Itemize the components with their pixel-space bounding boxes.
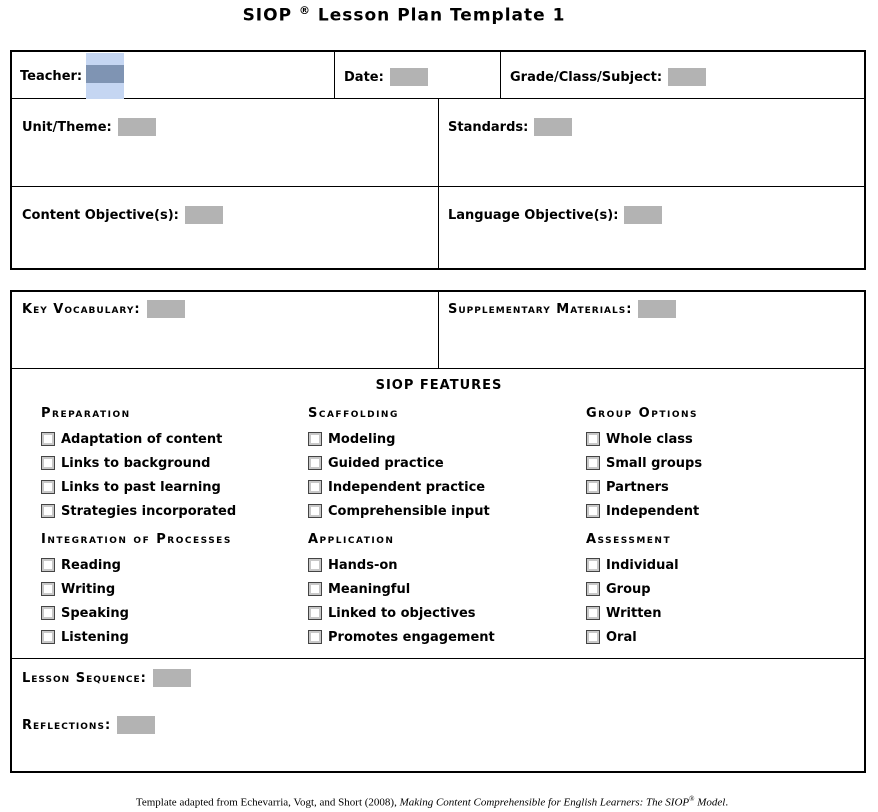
checkbox-label: Group xyxy=(606,581,651,597)
checkbox-item[interactable] xyxy=(308,427,490,451)
checkbox-label: Written xyxy=(606,605,662,621)
checkbox-icon[interactable] xyxy=(308,630,322,644)
supplementary-label: Supplementary Materials: xyxy=(448,301,633,317)
standards-field[interactable] xyxy=(534,118,572,136)
integration-group xyxy=(41,531,232,649)
group-options-heading: Group Options xyxy=(586,406,698,421)
checkbox-label: Writing xyxy=(61,581,116,597)
checkbox-item[interactable] xyxy=(308,553,495,577)
teacher-field-highlight xyxy=(86,53,124,99)
checkbox-item[interactable] xyxy=(308,475,490,499)
content-objective-label: Content Objective(s): xyxy=(22,207,179,223)
checkbox-label: Independent xyxy=(606,503,700,519)
teacher-field[interactable] xyxy=(86,65,124,83)
checkbox-icon[interactable] xyxy=(586,582,600,596)
checkbox-icon[interactable] xyxy=(41,630,55,644)
checkbox-item[interactable] xyxy=(308,577,495,601)
checkbox-icon[interactable] xyxy=(586,504,600,518)
checkbox-item[interactable] xyxy=(586,499,702,523)
checkbox-icon[interactable] xyxy=(586,432,600,446)
date-row xyxy=(344,67,428,87)
checkbox-label: Promotes engagement xyxy=(328,629,495,645)
checkbox-icon[interactable] xyxy=(308,558,322,572)
checkbox-label: Listening xyxy=(61,629,129,645)
checkbox-item[interactable] xyxy=(586,553,679,577)
title-registered-mark: ® xyxy=(298,4,311,17)
assessment-group xyxy=(586,531,679,649)
checkbox-icon[interactable] xyxy=(41,606,55,620)
footer-model: Model xyxy=(694,796,726,809)
checkbox-item[interactable] xyxy=(41,601,232,625)
checkbox-item[interactable] xyxy=(586,625,679,649)
integration-heading: Integration of Processes xyxy=(41,532,232,547)
grade-label: Grade/Class/Subject: xyxy=(510,69,663,85)
footer-period: . xyxy=(725,796,729,809)
vocabulary-label: Key Vocabulary: xyxy=(22,301,141,317)
checkbox-label: Reading xyxy=(61,557,121,573)
language-objective-field[interactable] xyxy=(624,206,662,224)
application-group xyxy=(308,531,495,649)
checkbox-label: Partners xyxy=(606,479,669,495)
checkbox-label: Hands-on xyxy=(328,557,398,573)
reflections-row xyxy=(22,715,155,735)
vocabulary-field[interactable] xyxy=(147,300,185,318)
date-field[interactable] xyxy=(390,68,428,86)
application-heading: Application xyxy=(308,532,395,547)
checkbox-item[interactable] xyxy=(308,601,495,625)
siop-features-title: SIOP FEATURES xyxy=(375,378,503,393)
checkbox-icon[interactable] xyxy=(41,582,55,596)
checkbox-item[interactable] xyxy=(41,475,236,499)
checkbox-label: Whole class xyxy=(606,431,693,447)
date-label: Date: xyxy=(344,69,384,85)
checkbox-item[interactable] xyxy=(308,625,495,649)
supplementary-field[interactable] xyxy=(638,300,676,318)
divider xyxy=(438,98,439,269)
language-objective-row xyxy=(448,205,662,225)
group-options-group xyxy=(586,405,702,523)
supplementary-row xyxy=(448,299,676,319)
standards-label: Standards: xyxy=(448,119,529,135)
checkbox-icon[interactable] xyxy=(308,456,322,470)
divider xyxy=(438,291,439,368)
scaffolding-heading: Scaffolding xyxy=(308,406,399,421)
checkbox-item[interactable] xyxy=(308,499,490,523)
footer-book-title: Making Content Comprehensible for English Learners: The SIOP xyxy=(399,796,690,809)
checkbox-icon[interactable] xyxy=(41,558,55,572)
lesson-sequence-label: Lesson Sequence: xyxy=(22,670,147,686)
checkbox-icon[interactable] xyxy=(308,504,322,518)
lesson-sequence-field[interactable] xyxy=(153,669,191,687)
title-rest: Lesson Plan Template 1 xyxy=(317,5,566,26)
checkbox-icon[interactable] xyxy=(586,630,600,644)
checkbox-label: Meaningful xyxy=(328,581,411,597)
content-objective-field[interactable] xyxy=(185,206,223,224)
grade-row xyxy=(510,67,706,87)
vocabulary-row xyxy=(22,299,185,319)
divider xyxy=(334,51,335,98)
checkbox-icon[interactable] xyxy=(586,606,600,620)
lesson-sequence-row xyxy=(22,668,191,688)
checkbox-item[interactable] xyxy=(41,625,232,649)
checkbox-item[interactable] xyxy=(41,499,236,523)
checkbox-icon[interactable] xyxy=(41,480,55,494)
unit-label: Unit/Theme: xyxy=(22,119,112,135)
teacher-row xyxy=(20,55,124,97)
divider xyxy=(500,51,501,98)
divider xyxy=(11,368,865,369)
checkbox-label: Strategies incorporated xyxy=(61,503,237,519)
checkbox-item[interactable] xyxy=(586,427,702,451)
checkbox-item[interactable] xyxy=(41,553,232,577)
checkbox-label: Modeling xyxy=(328,431,396,447)
checkbox-icon[interactable] xyxy=(586,480,600,494)
checkbox-label: Speaking xyxy=(61,605,129,621)
teacher-label: Teacher: xyxy=(20,68,83,84)
checkbox-item[interactable] xyxy=(41,451,236,475)
checkbox-label: Small groups xyxy=(606,455,703,471)
checkbox-item[interactable] xyxy=(586,475,702,499)
checkbox-icon[interactable] xyxy=(586,456,600,470)
footer-registered-mark: ® xyxy=(689,795,695,803)
checkbox-label: Independent practice xyxy=(328,479,486,495)
footer-prefix: Template adapted from Echevarria, Vogt, and Short (2008), xyxy=(135,796,400,809)
checkbox-icon[interactable] xyxy=(308,606,322,620)
preparation-group xyxy=(41,405,236,523)
reflections-label: Reflections: xyxy=(22,717,112,733)
content-objective-row xyxy=(22,205,223,225)
checkbox-item[interactable] xyxy=(308,451,490,475)
language-objective-label: Language Objective(s): xyxy=(448,207,619,223)
checkbox-label: Links to background xyxy=(61,455,211,471)
checkbox-icon[interactable] xyxy=(41,504,55,518)
grade-field[interactable] xyxy=(668,68,706,86)
divider xyxy=(11,658,865,659)
preparation-heading: Preparation xyxy=(41,406,131,421)
unit-field[interactable] xyxy=(118,118,156,136)
checkbox-label: Links to past learning xyxy=(61,479,221,495)
footer-citation xyxy=(0,795,864,809)
checkbox-icon[interactable] xyxy=(308,480,322,494)
assessment-heading: Assessment xyxy=(586,532,672,547)
scaffolding-group xyxy=(308,405,490,523)
checkbox-item[interactable] xyxy=(586,451,702,475)
checkbox-icon[interactable] xyxy=(41,456,55,470)
checkbox-item[interactable] xyxy=(41,577,232,601)
standards-row xyxy=(448,117,572,137)
checkbox-label: Comprehensible input xyxy=(328,503,490,519)
checkbox-item[interactable] xyxy=(586,577,679,601)
checkbox-item[interactable] xyxy=(41,427,236,451)
page-title xyxy=(0,4,808,26)
unit-row xyxy=(22,117,156,137)
checkbox-icon[interactable] xyxy=(586,558,600,572)
title-siop: SIOP xyxy=(242,5,293,26)
checkbox-label: Linked to objectives xyxy=(328,605,476,621)
checkbox-label: Guided practice xyxy=(328,455,444,471)
checkbox-item[interactable] xyxy=(586,601,679,625)
checkbox-icon[interactable] xyxy=(308,582,322,596)
checkbox-label: Oral xyxy=(606,629,637,645)
checkbox-label: Adaptation of content xyxy=(61,431,223,447)
reflections-field[interactable] xyxy=(117,716,155,734)
checkbox-icon[interactable] xyxy=(308,432,322,446)
checkbox-label: Individual xyxy=(606,557,679,573)
checkbox-icon[interactable] xyxy=(41,432,55,446)
